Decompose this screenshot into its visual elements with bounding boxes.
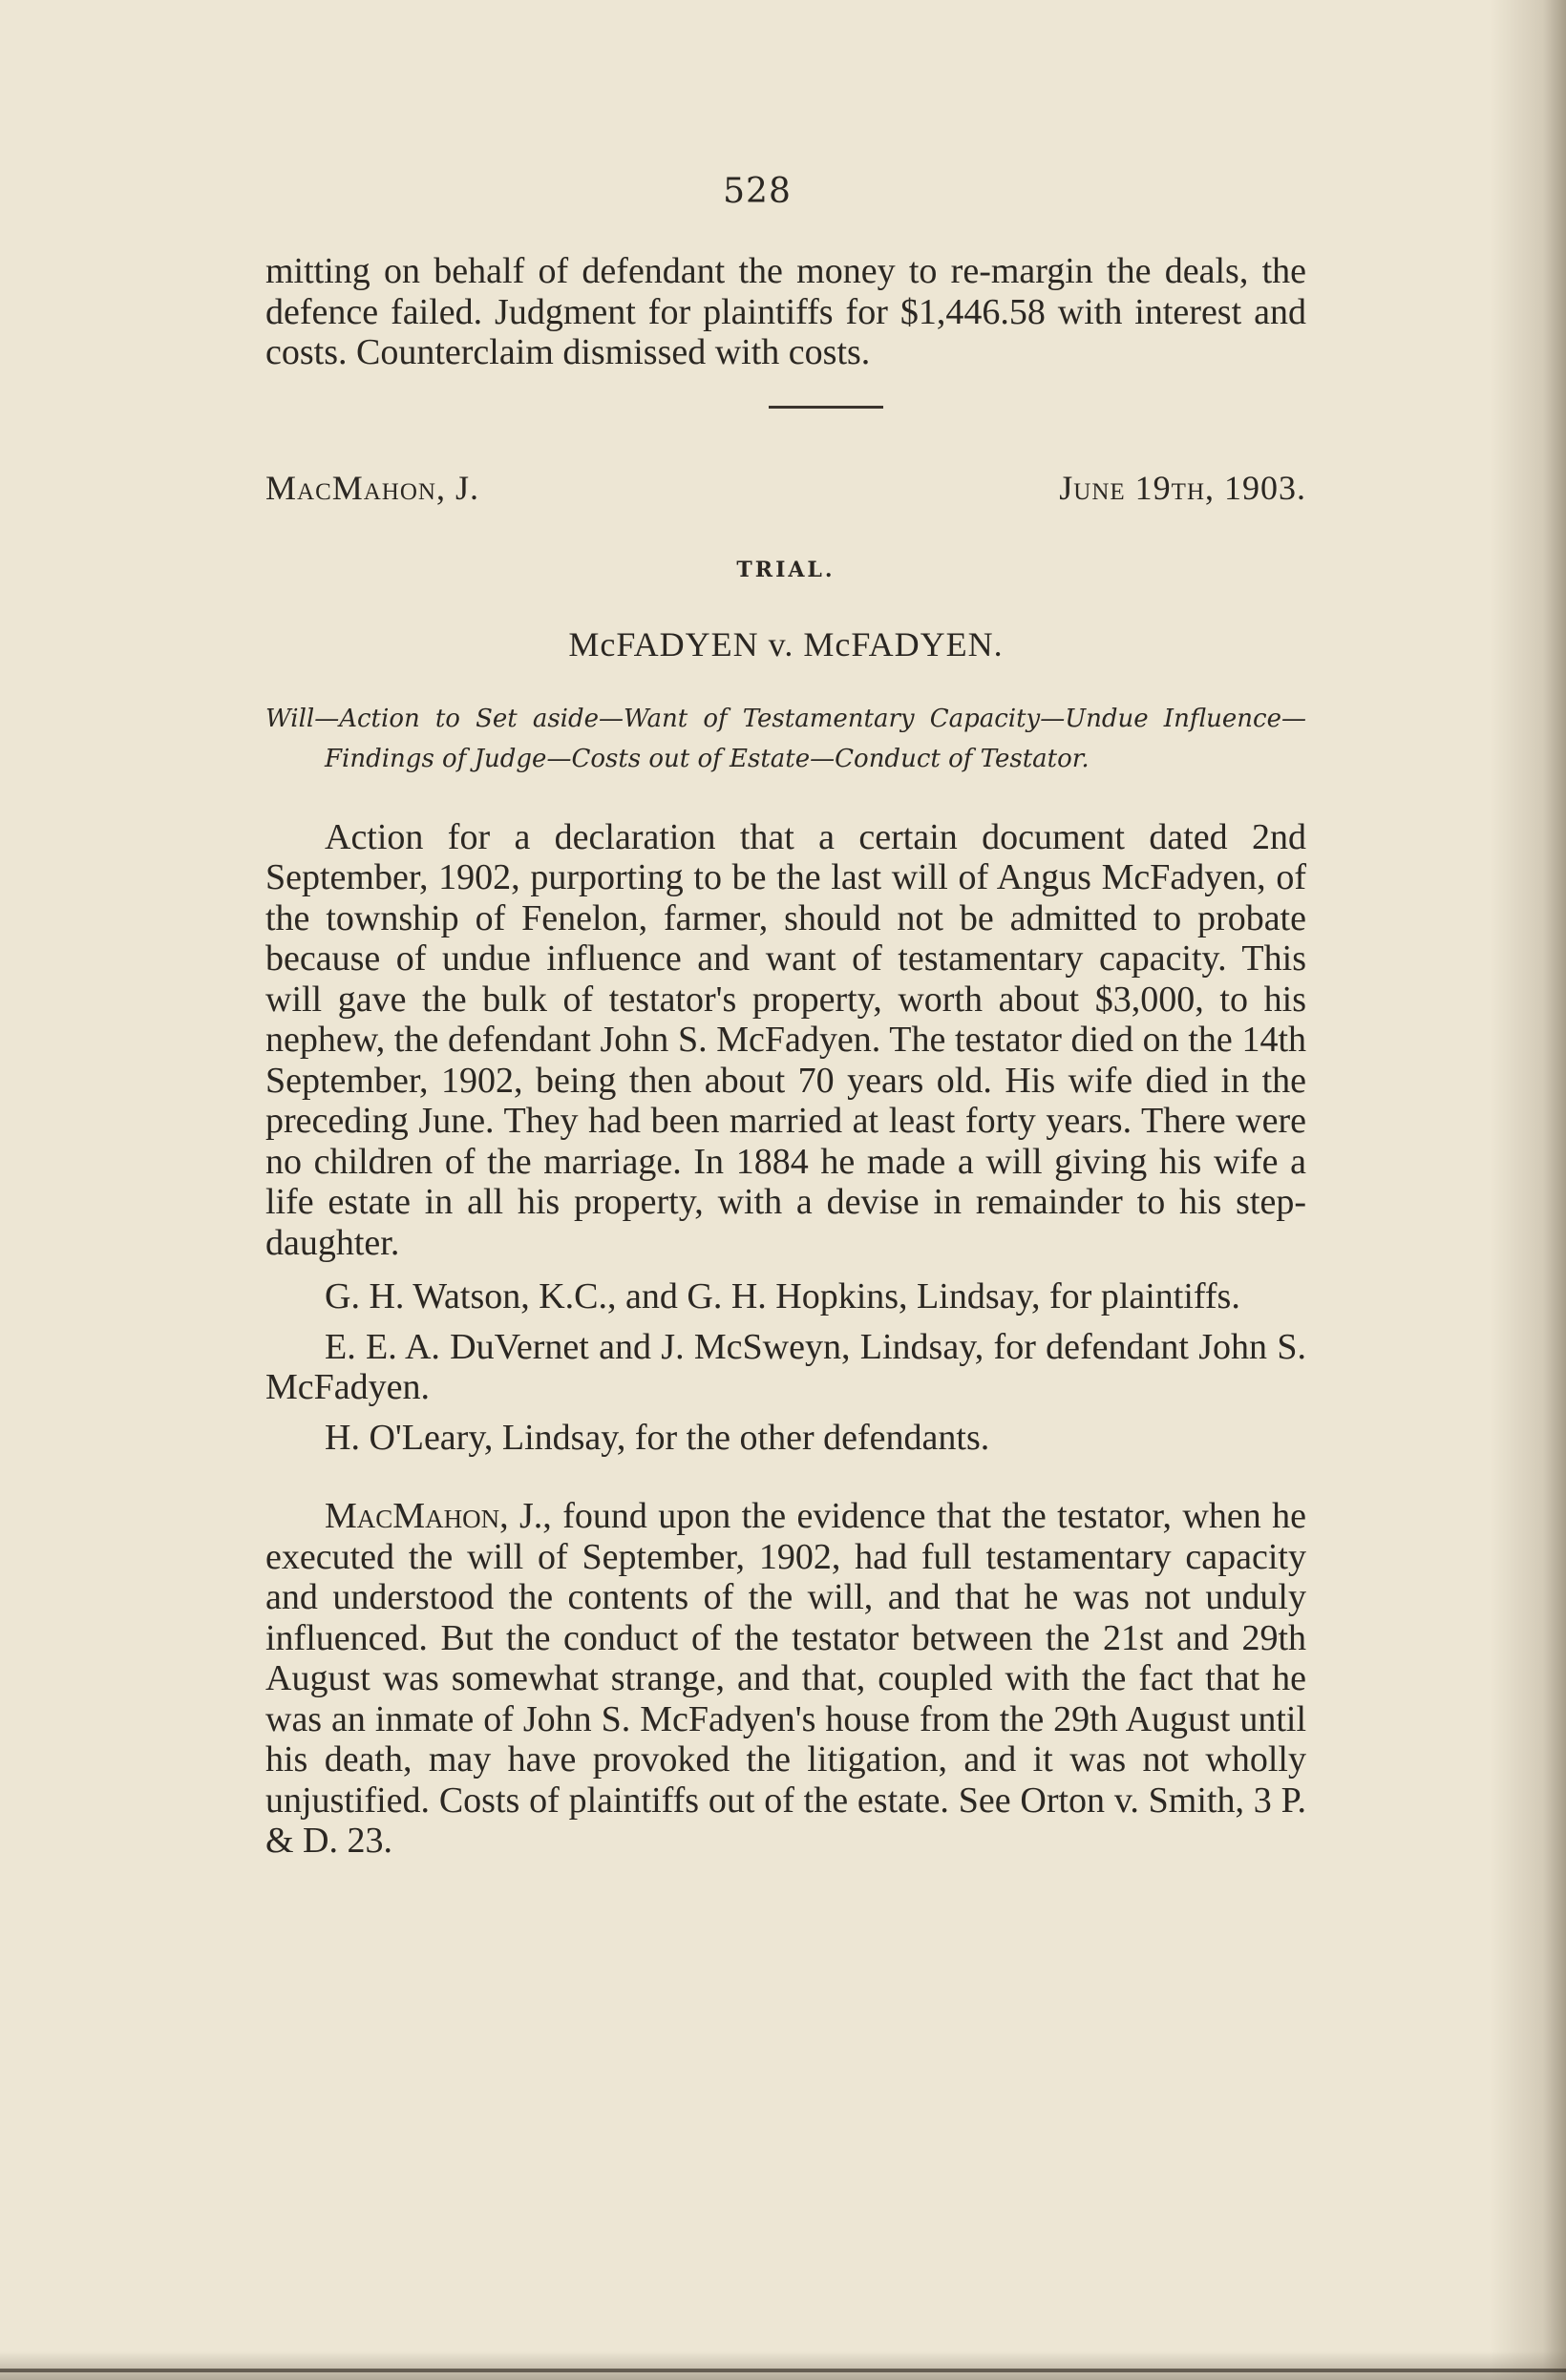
action-paragraph: Action for a declaration that a certain document dated 2nd September, 1902, purporting to be the last will of Angus McFadyen, of the township of Fenelon, farmer, should not be admitted to probate because of undue influence and want of testamentary capacity. This will gave the bulk of testator's property, worth about $3,000, to his nephew, the defendant John S. McFadyen. The testator died on the 14th September, 1902, being then about 70 years old. His wife died in the preceding June. They had been married at least forty years. There were no children of the marriage. In 1884 he made a will giving his wife a life estate in all his property, with a devise in remainder to his step-daughter. [265,816,1306,1263]
page-content [265,172,1306,1862]
page-number: 528 [723,172,792,211]
judgment-judge-name: MacMahon [325,1496,500,1536]
counsel-defendant: E. E. A. DuVernet and J. McSweyn, Lindsay, for defendant John S. McFadyen. [265,1326,1306,1407]
section-label: TRIAL. [736,557,836,582]
case-title: McFADYEN v. McFADYEN. [568,624,1004,663]
page-edge-shadow [1490,0,1566,2380]
judgment-text: , J., found upon the evidence that the testator, when he executed the will of September, 1902, had full testamentary capacity and understood the contents of the will, and that he was not unduly influenced. But the conduct of the testator between the 21st and 29th August was somewhat strange, and that, coupled with the fact that he was an inmate of John S. McFadyen's house from the 29th August until his death, may have provoked the litigation, and it was not wholly unjustified. Costs of plaintiffs out of the estate. See Orton v. Smith, 3 P. & D. 23. [265,1496,1306,1861]
counsel-other-defendants: H. O'Leary, Lindsay, for the other defendants. [325,1417,990,1458]
headnote: Will—Action to Set aside—Want of Testamentary Capacity—Undue Influence—Findings of Judge—Costs out of Estate—Conduct of Testator. [265,704,1306,773]
opening-paragraph: mitting on behalf of defendant the money to re-margin the deals, the defence failed. Judgment for plaintiffs for $1,446.58 with interest and costs. Counterclaim dismissed with costs. [265,251,1306,372]
judge-name: MacMahon, J. [265,468,479,507]
decision-date: June 19th, 1903. [1059,468,1306,507]
page-bottom-edge [0,2369,1566,2372]
counsel-plaintiffs: G. H. Watson, K.C., and G. H. Hopkins, Lindsay, for plaintiffs. [325,1276,1240,1316]
page-bottom-shadow [0,2351,1566,2380]
section-divider [769,406,883,409]
judgment-paragraph [265,1496,1306,1862]
judge-date-line [265,468,1306,508]
